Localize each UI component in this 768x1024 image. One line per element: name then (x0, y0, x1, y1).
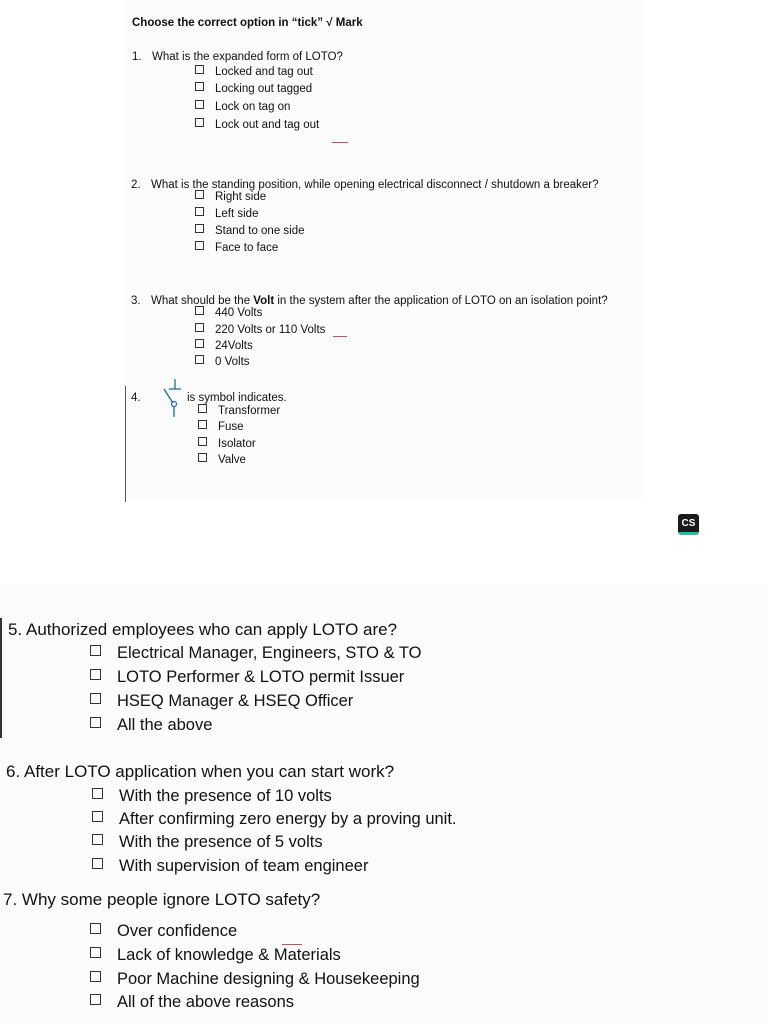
checkbox-icon[interactable] (90, 717, 101, 728)
question-number: 5. (8, 620, 23, 639)
question-number: 4. (131, 392, 141, 404)
question-6 (6, 762, 394, 782)
option-checkbox[interactable] (198, 437, 256, 450)
checkbox-icon[interactable] (90, 693, 101, 704)
option-checkbox[interactable] (92, 857, 368, 876)
option-checkbox[interactable] (195, 339, 253, 352)
checkbox-icon[interactable] (92, 811, 103, 822)
question-text: is symbol indicates. (187, 392, 287, 404)
option-label: Locked and tag out (215, 66, 313, 78)
checkbox-icon[interactable] (195, 190, 204, 199)
checkbox-icon[interactable] (195, 224, 204, 233)
checkbox-icon[interactable] (90, 971, 101, 982)
question-1 (132, 47, 343, 65)
option-checkbox[interactable] (90, 692, 353, 711)
question-text: What is the expanded form of LOTO? (152, 51, 343, 63)
option-label: 24Volts (215, 340, 253, 352)
checkbox-icon[interactable] (92, 834, 103, 845)
option-label: All the above (117, 716, 213, 734)
option-label: Face to face (215, 242, 279, 254)
option-checkbox[interactable] (198, 453, 246, 466)
option-checkbox[interactable] (198, 404, 280, 417)
question-text-end: in the system after the application of LOTO on an isolation point? (274, 295, 608, 307)
checkbox-icon[interactable] (90, 669, 101, 680)
option-label: Over confidence (117, 922, 238, 940)
option-label: With the presence of 10 volts (119, 787, 332, 805)
checkbox-icon[interactable] (195, 118, 204, 127)
option-checkbox[interactable] (195, 323, 325, 336)
pen-mark (333, 336, 347, 337)
option-label: Transformer (218, 405, 281, 417)
option-checkbox[interactable] (90, 922, 237, 941)
option-label: Lock out and tag out (215, 119, 320, 131)
question-number: 7. (3, 890, 18, 909)
checkbox-icon[interactable] (90, 645, 101, 656)
option-checkbox[interactable] (195, 82, 312, 95)
checkbox-icon[interactable] (195, 339, 204, 348)
option-label: Lack of knowledge & Materials (117, 946, 341, 964)
option-checkbox[interactable] (195, 118, 319, 131)
option-checkbox[interactable] (195, 65, 313, 78)
checkbox-icon[interactable] (195, 82, 204, 91)
instruction-heading: Choose the correct option in “tick” √ Mark (132, 17, 363, 29)
option-label: With supervision of team engineer (119, 857, 369, 875)
question-7 (3, 890, 320, 910)
checkbox-icon[interactable] (195, 100, 204, 109)
option-checkbox[interactable] (198, 420, 244, 433)
option-label: Lock on tag on (215, 101, 291, 113)
question-number: 1. (132, 51, 142, 63)
pen-mark (332, 142, 348, 143)
option-checkbox[interactable] (92, 833, 323, 852)
option-label: 220 Volts or 110 Volts (215, 324, 326, 336)
option-checkbox[interactable] (195, 224, 305, 237)
option-label: 0 Volts (215, 356, 250, 368)
option-checkbox[interactable] (90, 970, 420, 989)
checkbox-icon[interactable] (195, 355, 204, 364)
option-checkbox[interactable] (195, 355, 250, 368)
option-label: Locking out tagged (215, 83, 313, 95)
option-checkbox[interactable] (90, 668, 404, 687)
option-checkbox[interactable] (92, 810, 457, 829)
checkbox-icon[interactable] (195, 207, 204, 216)
question-text: What is the standing position, while opening electrical disconnect / shutdown a breaker? (151, 179, 599, 191)
option-label: Poor Machine designing & Housekeeping (117, 970, 420, 988)
checkbox-icon[interactable] (92, 858, 103, 869)
checkbox-icon[interactable] (198, 453, 207, 462)
option-checkbox[interactable] (195, 100, 290, 113)
checkbox-icon[interactable] (198, 437, 207, 446)
option-label: After confirming zero energy by a proving unit. (119, 810, 457, 828)
option-checkbox[interactable] (195, 306, 262, 319)
option-label: HSEQ Manager & HSEQ Officer (117, 692, 354, 710)
option-label: Right side (215, 191, 267, 203)
option-label: Stand to one side (215, 225, 305, 237)
option-label: Valve (218, 454, 246, 466)
question-4-number (131, 388, 141, 406)
option-checkbox[interactable] (90, 716, 212, 735)
checkbox-icon[interactable] (198, 404, 207, 413)
question-number: 6. (6, 762, 21, 781)
checkbox-icon[interactable] (198, 420, 207, 429)
checkbox-icon[interactable] (90, 923, 101, 934)
option-label: Fuse (218, 421, 244, 433)
option-label: Left side (215, 208, 259, 220)
option-checkbox[interactable] (90, 946, 341, 965)
option-label: With the presence of 5 volts (119, 833, 323, 851)
option-label: All of the above reasons (117, 993, 295, 1011)
question-text: Why some people ignore LOTO safety? (21, 890, 321, 909)
option-label: LOTO Performer & LOTO permit Issuer (117, 668, 405, 686)
pen-mark (282, 944, 302, 945)
checkbox-icon[interactable] (90, 994, 101, 1005)
question-number: 2. (131, 179, 141, 191)
option-checkbox[interactable] (90, 993, 294, 1012)
checkbox-icon[interactable] (195, 306, 204, 315)
checkbox-icon[interactable] (195, 65, 204, 74)
option-checkbox[interactable] (195, 241, 278, 254)
question-text: After LOTO application when you can start work? (23, 762, 395, 781)
margin-rule (125, 386, 126, 502)
checkbox-icon[interactable] (90, 947, 101, 958)
option-label: Isolator (218, 438, 256, 450)
option-checkbox[interactable] (195, 190, 266, 203)
option-label: Electrical Manager, Engineers, STO & TO (117, 644, 422, 662)
camscanner-logo: CS (678, 514, 699, 535)
checkbox-icon[interactable] (195, 241, 204, 250)
checkbox-icon[interactable] (195, 323, 204, 332)
question-5 (8, 620, 397, 640)
checkbox-icon[interactable] (92, 788, 103, 799)
option-label: 440 Volts (215, 307, 263, 319)
isolator-symbol-icon (163, 377, 187, 419)
option-checkbox[interactable] (90, 644, 421, 663)
question-text-bold: Volt (253, 295, 275, 307)
question-number: 3. (131, 295, 141, 307)
option-checkbox[interactable] (195, 207, 258, 220)
margin-rule (0, 618, 2, 738)
question-text: Authorized employees who can apply LOTO are? (25, 620, 398, 639)
option-checkbox[interactable] (92, 787, 332, 806)
question-text-start: What should be the (151, 295, 254, 307)
